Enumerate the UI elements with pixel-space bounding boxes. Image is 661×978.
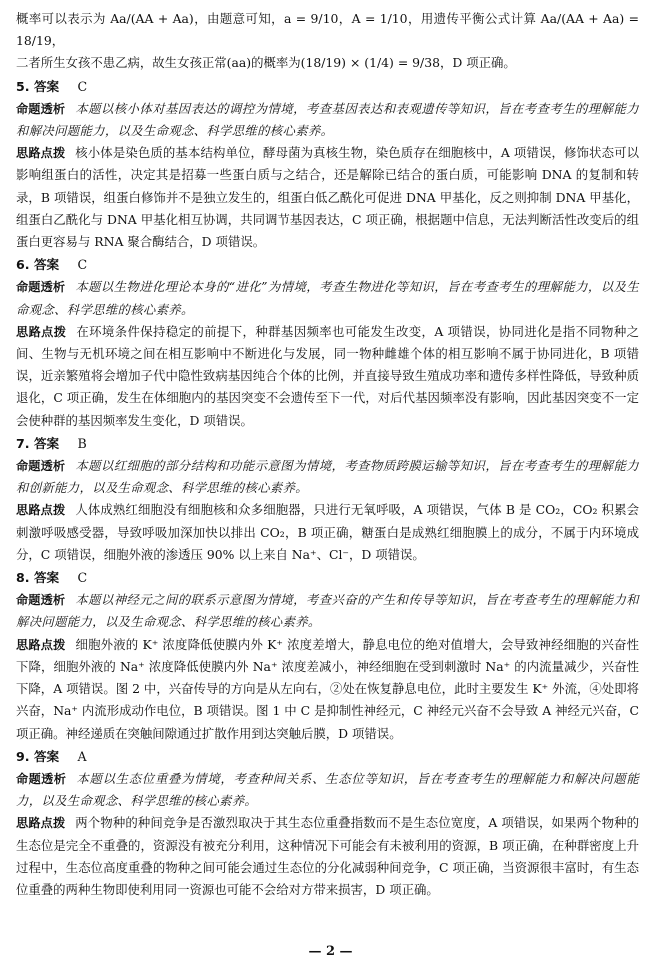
analysis-text: 本题以生物进化理论本身的“进化”为情境，考查生物进化等知识，旨在考查考生的理解能力，以及生命观念、科学思维的核心素养。 xyxy=(16,279,640,317)
answer-value: B xyxy=(77,435,87,451)
question-9 xyxy=(16,746,639,901)
question-number: 6. xyxy=(16,257,30,273)
hint-label: 思路点拨 xyxy=(16,637,66,652)
analysis-label: 命题透析 xyxy=(16,593,66,608)
hint-paragraph xyxy=(16,812,639,901)
hint-label: 思路点拨 xyxy=(16,146,66,161)
question-number: 9. xyxy=(16,748,30,764)
answer-label: 答案 xyxy=(33,435,60,451)
hint-text: 两个物种的种间竞争是否激烈取决于其生态位重叠指数而不是生态位宽度，A 项错误，如果两个物种的生态位是完全不重叠的，资源没有被充分利用，这种情况下可能会有未被利用的资源，B 项正确，在种群密度上升过程中，生态位高度重叠的物种之间可能会通过生态位的分化减弱种间竞争，C 项正确，当资源很丰富时，有生态位重叠的两种生物即使利用同一资源也可能不会给对方带来损害，D 项正确。 xyxy=(16,815,639,897)
answer-heading xyxy=(16,76,639,98)
hint-paragraph xyxy=(16,142,639,253)
hint-text: 细胞外液的 K⁺ 浓度降低使膜内外 K⁺ 浓度差增大，静息电位的绝对值增大，会导致神经细胞的兴奋性下降，细胞外液的 Na⁺ 浓度降低使膜内外 Na⁺ 浓度差减小，神经细胞在受到刺激时 Na⁺ 的内流量减少，兴奋性下降，A 项错误。图 2 中，兴奋传导的方向是从左向右，②处在恢复静息电位，此时主要发生 K⁺ 外流，④处即将兴奋，Na⁺ 内流形成动作电位，B 项错误。图 1 中 C 是抑制性神经元，C 神经元兴奋不会导致 A 神经元兴奋，C 项正确。神经递质在突触间隙通过扩散作用到达突触后膜，D 项错误。 xyxy=(16,636,639,741)
answer-heading xyxy=(16,254,639,276)
question-6 xyxy=(16,254,639,432)
analysis-label: 命题透析 xyxy=(16,280,66,295)
analysis-paragraph xyxy=(16,455,639,499)
intro-line-1: 概率可以表示为 Aa/(AA + Aa)，由题意可知，a = 9/10，A = 1/10，用遗传平衡公式计算 Aa/(AA + Aa) = 18/19， xyxy=(16,11,639,49)
analysis-paragraph xyxy=(16,768,639,812)
answer-label: 答案 xyxy=(33,78,60,94)
answer-heading xyxy=(16,433,639,455)
answer-heading xyxy=(16,746,639,768)
hint-paragraph xyxy=(16,634,639,745)
answer-heading xyxy=(16,567,639,589)
analysis-label: 命题透析 xyxy=(16,771,67,786)
hint-text: 核小体是染色质的基本结构单位，酵母菌为真核生物，染色质存在细胞核中，A 项错误，修饰状态可以影响组蛋白的活性，决定其是招募一些蛋白质与之结合，还是解除已结合的蛋白质，可能影响 DNA 的复制和转录，B 项错误，组蛋白修饰并不是独立发生的，组蛋白低乙酰化可促进 DNA 甲基化，反之则抑制 DNA 甲基化，组蛋白乙酰化与 DNA 甲基化相互协调，共同调节基因表达，C 项正确，根据题中信息，无法判断活性改变后的组蛋白更容易与 RNA 聚合酶结合，D 项错误。 xyxy=(16,145,639,250)
question-8 xyxy=(16,567,639,745)
answer-value: C xyxy=(77,257,88,273)
analysis-label: 命题透析 xyxy=(16,459,66,474)
hint-label: 思路点拨 xyxy=(16,816,66,831)
answer-label: 答案 xyxy=(33,257,60,273)
intro-line-2: 二者所生女孩不患乙病，故生女孩正常(aa)的概率为(18/19) × (1/4) = 9/38，D 项正确。 xyxy=(16,55,516,71)
answer-value: A xyxy=(77,748,87,764)
analysis-paragraph xyxy=(16,98,639,142)
answer-value: C xyxy=(77,570,88,586)
analysis-text: 本题以神经元之间的联系示意图为情境，考查兴奋的产生和传导等知识，旨在考查考生的理解能力和解决问题能力，以及生命观念、科学思维的核心素养。 xyxy=(16,592,639,630)
analysis-paragraph xyxy=(16,589,639,633)
hint-paragraph xyxy=(16,499,639,566)
question-5 xyxy=(16,76,639,254)
analysis-text: 本题以红细胞的部分结构和功能示意图为情境，考查物质跨膜运输等知识，旨在考查考生的理解能力和创新能力，以及生命观念、科学思维的核心素养。 xyxy=(16,458,639,496)
question-number: 8. xyxy=(16,570,30,586)
hint-label: 思路点拨 xyxy=(16,503,66,518)
question-7 xyxy=(16,433,639,566)
question-number: 7. xyxy=(16,435,30,451)
analysis-text: 本题以核小体对基因表达的调控为情境，考查基因表达和表观遗传等知识，旨在考查考生的理解能力和解决问题能力，以及生命观念、科学思维的核心素养。 xyxy=(16,100,639,139)
analysis-text: 本题以生态位重叠为情境，考查种间关系、生态位等知识，旨在考查考生的理解能力和解决问题能力，以及生命观念、科学思维的核心素养。 xyxy=(16,770,640,809)
hint-text: 人体成熟红细胞没有细胞核和众多细胞器，只进行无氧呼吸，A 项错误，气体 B 是 CO₂，CO₂ 积累会刺激呼吸感受器，导致呼吸加深加快以排出 CO₂，B 项正确，糖蛋白是成熟红细胞膜上的成分，不属于内环境成分，C 项错误，细胞外液的渗透压 90% 以上来自 Na⁺、Cl⁻，D 项错误。 xyxy=(16,502,640,562)
answer-value: C xyxy=(77,78,88,94)
question-number: 5. xyxy=(16,78,30,94)
answer-label: 答案 xyxy=(33,748,60,764)
page-number: — 2 — xyxy=(308,944,353,959)
answer-label: 答案 xyxy=(33,570,60,586)
analysis-paragraph xyxy=(16,276,639,320)
analysis-label: 命题透析 xyxy=(16,101,66,116)
hint-text: 在环境条件保持稳定的前提下，种群基因频率也可能发生改变，A 项错误，协同进化是指不同物种之间、生物与无机环境之间在相互影响中不断进化与发展，同一物种雌雄个体的相互影响不属于协同进化，B 项错误，近亲繁殖将会增加子代中隐性致病基因纯合个体的比例，并直接导致生殖成功率和遗传多样性降低，导致种质退化，C 项正确，发生在体细胞内的基因突变不会遗传至下一代，对后代基因频率没有影响，因此基因突变不一定会使种群的基因频率发生变化，D 项错误。 xyxy=(16,323,640,428)
hint-paragraph xyxy=(16,321,639,432)
hint-label: 思路点拨 xyxy=(16,324,67,339)
